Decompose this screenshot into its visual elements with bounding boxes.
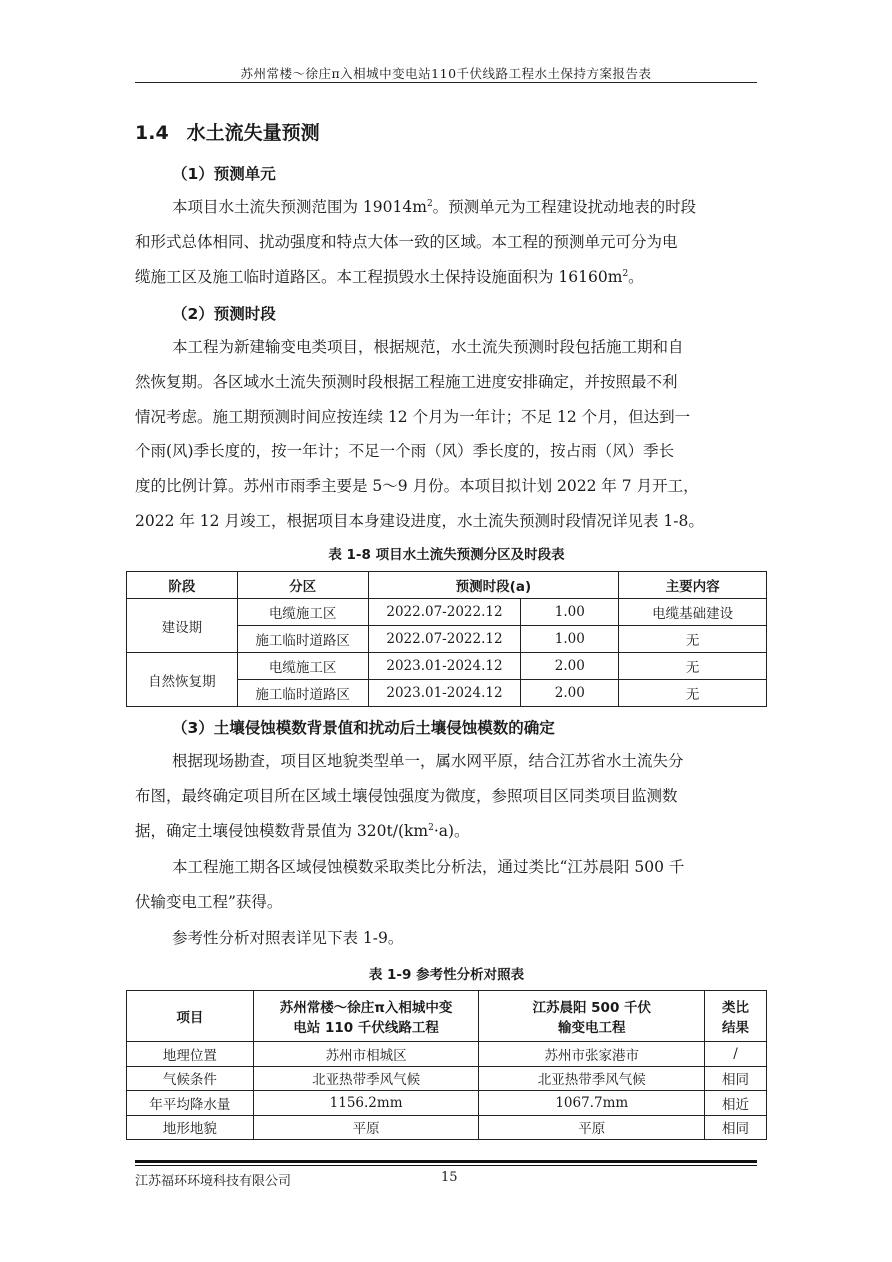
project-a-cell: 苏州市相城区 (253, 1042, 479, 1067)
content-cell: 无 (619, 653, 767, 680)
table-1-9 (126, 990, 767, 1140)
running-header: 苏州常楼～徐庄π入相城中变电站110千伏线路工程水土保持方案报告表 (240, 66, 652, 81)
header-content: 主要内容 (619, 572, 767, 599)
item-cell: 地形地貌 (127, 1115, 254, 1140)
result-cell: 相同 (705, 1115, 767, 1140)
table-1-9-caption: 表 1-9 参考性分析对照表 (368, 967, 525, 983)
paragraph-line: 缆施工区及施工临时道路区。本工程损毁水土保持设施面积为 $16160m^2$。 (135, 267, 644, 286)
table-header-row (127, 572, 767, 599)
result-cell: / (705, 1042, 767, 1067)
header-rule (135, 82, 757, 83)
result-cell: 相近 (705, 1091, 767, 1116)
section-number: 1.4 (135, 122, 169, 144)
paragraph-line: 度的比例计算。苏州市雨季主要是 5～9 月份。本项目拟计划 2022 年 7 月开工， (135, 477, 699, 496)
header-item: 项目 (127, 991, 254, 1042)
paragraph-line: 本工程为新建输变电类项目，根据规范，水土流失预测时段包括施工期和自 (172, 338, 684, 356)
paragraph-line: 参考性分析对照表详见下表 1-9。 (172, 929, 404, 947)
paragraph-line: 个雨(风)季长度的，按一年计；不足一个雨（风）季长度的，按占雨（风）季长 (135, 442, 675, 461)
subheading-prediction-period: （2）预测时段 (172, 305, 276, 323)
period-cell: 2022.07-2022.12 (368, 626, 521, 653)
paragraph-erosion-background (135, 744, 757, 848)
period-cell: 2023.01-2024.12 (368, 653, 521, 680)
subheading-erosion-modulus: （3）土壤侵蚀模数背景值和扰动后土壤侵蚀模数的确定 (172, 719, 555, 737)
header-project-b: 江苏晨阳 500 千伏 输变电工程 (479, 991, 705, 1042)
item-cell: 地理位置 (127, 1042, 254, 1067)
project-a-cell: 平原 (253, 1115, 479, 1140)
footer-company: 江苏福环环境科技有限公司 (135, 1174, 292, 1189)
footer-rule-thick (135, 1160, 757, 1163)
zone-cell: 施工临时道路区 (237, 626, 368, 653)
item-cell: 年平均降水量 (127, 1091, 254, 1116)
content-cell: 无 (619, 680, 767, 707)
paragraph-line: 2022 年 12 月竣工，根据项目本身建设进度，水土流失预测时段情况详见表 1-8。 (135, 511, 704, 530)
subheading-prediction-unit: （1）预测单元 (172, 165, 276, 183)
project-b-cell: 平原 (479, 1115, 705, 1140)
table-row (127, 1042, 767, 1067)
paragraph-prediction-unit (135, 190, 757, 294)
paragraph-line: 和形式总体相同、扰动强度和特点大体一致的区域。本工程的预测单元可分为电 (135, 232, 678, 251)
period-cell: 2023.01-2024.12 (368, 680, 521, 707)
page-number: 15 (441, 1170, 458, 1185)
table-1-8-caption: 表 1-8 项目水土流失预测分区及时段表 (328, 547, 565, 563)
paragraph-line: 然恢复期。各区域水土流失预测时段根据工程施工进度安排确定，并按照最不利 (135, 372, 678, 391)
zone-cell: 电缆施工区 (237, 599, 368, 626)
header-stage: 阶段 (127, 572, 238, 599)
stage-cell: 建设期 (127, 599, 238, 653)
table-row (127, 1115, 767, 1140)
project-b-cell: 1067.7mm (479, 1091, 705, 1116)
project-a-cell: 1156.2mm (253, 1091, 479, 1116)
paragraph-line: 据，确定土壤侵蚀模数背景值为 $320t/(km^2\cdot a)$。 (135, 821, 470, 840)
header-period: 预测时段(a) (368, 572, 619, 599)
paragraph-analogy-method (135, 850, 757, 920)
zone-cell: 电缆施工区 (237, 653, 368, 680)
table-row (127, 1066, 767, 1091)
section-title: 水土流失量预测 (186, 122, 320, 144)
table-header-row (127, 991, 767, 1042)
footer-rule-thin (135, 1165, 757, 1166)
section-heading (135, 118, 320, 145)
paragraph-line: 情况考虑。施工期预测时间应按连续 12 个月为一年计；不足 12 个月，但达到一 (135, 407, 691, 426)
project-b-cell: 苏州市张家港市 (479, 1042, 705, 1067)
content-cell: 电缆基础建设 (619, 599, 767, 626)
years-cell: 1.00 (521, 599, 619, 626)
table-row (127, 653, 767, 680)
table-1-8 (126, 571, 767, 707)
item-cell: 气候条件 (127, 1066, 254, 1091)
paragraph-line: 布图，最终确定项目所在区域土壤侵蚀强度为微度，参照项目区同类项目监测数 (135, 786, 678, 805)
project-b-cell: 北亚热带季风气候 (479, 1066, 705, 1091)
period-cell: 2022.07-2022.12 (368, 599, 521, 626)
content-cell: 无 (619, 626, 767, 653)
table-row (127, 599, 767, 626)
paragraph-prediction-period (135, 330, 757, 539)
paragraph-line: 伏输变电工程”获得。 (135, 892, 283, 911)
result-cell: 相同 (705, 1066, 767, 1091)
paragraph-reference (135, 921, 757, 956)
paragraph-line: 本项目水土流失预测范围为 $19014m^2$。预测单元为工程建设扰动地表的时段 (172, 198, 697, 216)
zone-cell: 施工临时道路区 (237, 680, 368, 707)
header-result: 类比 结果 (705, 991, 767, 1042)
header-project-a: 苏州常楼～徐庄π入相城中变 电站 110 千伏线路工程 (253, 991, 479, 1042)
years-cell: 1.00 (521, 626, 619, 653)
project-a-cell: 北亚热带季风气候 (253, 1066, 479, 1091)
table-row (127, 1091, 767, 1116)
stage-cell: 自然恢复期 (127, 653, 238, 707)
paragraph-line: 根据现场勘查，项目区地貌类型单一，属水网平原，结合江苏省水土流失分 (172, 752, 684, 770)
paragraph-line: 本工程施工期各区域侵蚀模数采取类比分析法，通过类比“江苏晨阳 500 千 (172, 858, 685, 876)
header-zone: 分区 (237, 572, 368, 599)
years-cell: 2.00 (521, 653, 619, 680)
years-cell: 2.00 (521, 680, 619, 707)
